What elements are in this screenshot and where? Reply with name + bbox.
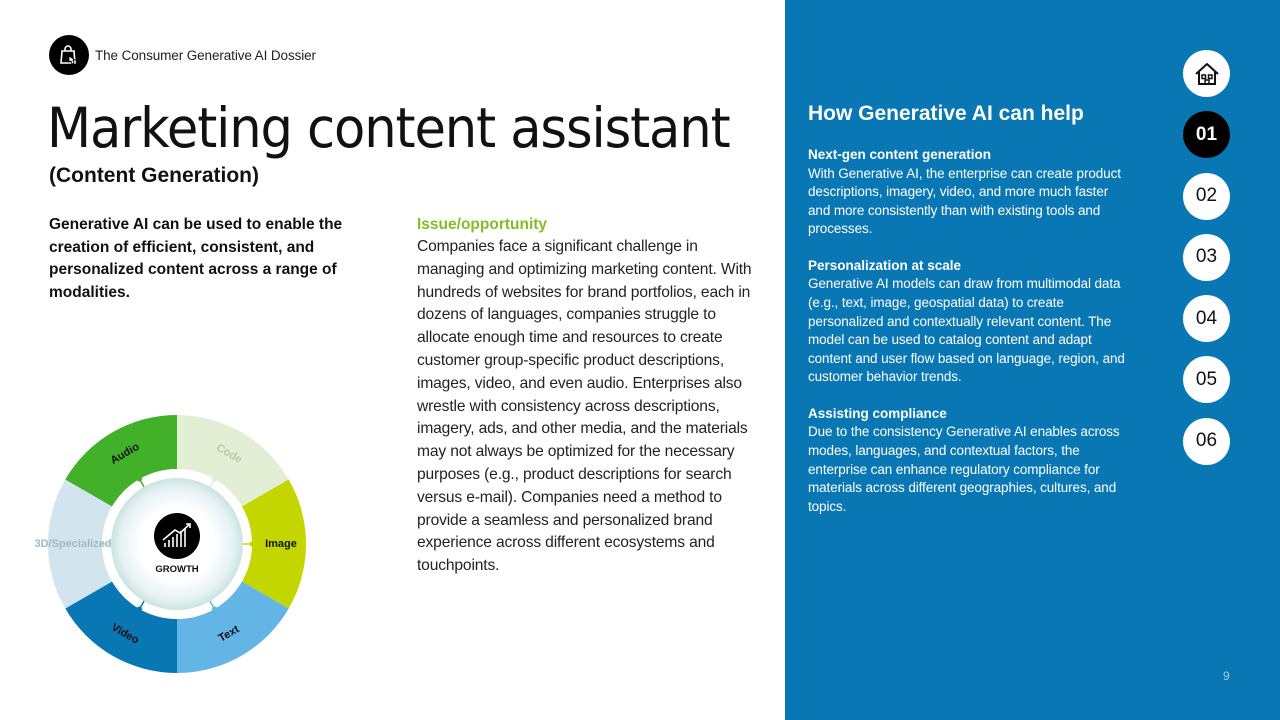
section-heading: Assisting compliance [808,405,947,421]
nav-item-02[interactable]: 02 [1183,173,1230,220]
nav-item-01[interactable]: 01 [1183,111,1230,158]
page-number: 9 [1223,669,1230,683]
intro-text: Generative AI can be used to enable the creation of efficient, consistent, and personalized content across a range of modalities. [49,216,343,302]
modality-wheel [34,414,307,674]
panel-section [808,257,1128,387]
wheel-connector-dot [212,477,217,482]
wheel-connector-dot [212,606,217,611]
section-body: Generative AI models can draw from multimodal data (e.g., text, image, geospatial data) to create personalized and contextually relevant content. The model can be used to catalog content and adapt content and user flow based on language, region, and customer behavior trends. [808,276,1125,385]
document-title: The Consumer Generative AI Dossier [95,47,316,63]
wheel-segment-label: Image [265,537,297,550]
wheel-segment-label: Code [214,441,244,466]
shopping-bag-touch-icon [49,35,89,75]
section-body: Due to the consistency Generative AI enables across modes, languages, and contextual factors, the enterprise can enhance regulatory compliance for materials across different geographies, cultures, and topics. [808,424,1120,514]
panel-title: How Generative AI can help [808,102,1084,125]
panel-section [808,405,1128,516]
issue-heading: Issue/opportunity [417,216,548,233]
wheel-segment-label: 3D/Specialized [34,537,112,550]
wheel-segment-label: Video [109,621,141,647]
nav-item-06[interactable]: 06 [1183,418,1230,465]
section-heading: Personalization at scale [808,257,962,273]
right-panel [785,0,1280,720]
wheel-segment-label: Text [216,623,242,645]
nav-item-04[interactable]: 04 [1183,295,1230,342]
wheel-center-label: GROWTH [155,564,199,575]
page-title: Marketing content assistant [47,96,730,160]
wheel-connector-dot [137,606,142,611]
wheel-segment-label: Audio [108,440,142,467]
section-body: With Generative AI, the enterprise can create product descriptions, imagery, video, and more much faster and more consistently than with existing tools and processes. [808,165,1121,237]
modality-wheel-svg [34,414,307,674]
panel-section [808,146,1128,239]
nav-item-05[interactable]: 05 [1183,356,1230,403]
section-heading: Next-gen content generation [808,147,992,162]
issue-section [417,215,757,578]
header [49,35,316,75]
home-button[interactable] [1183,50,1230,97]
home-icon [1192,59,1222,89]
nav-item-03[interactable]: 03 [1183,234,1230,281]
section-nav [1183,50,1230,479]
issue-body: Companies face a significant challenge in managing and optimizing marketing content. With hundreds of websites for brand portfolios, each in dozens of languages, companies struggle to allocate enough time and resources to create customer group-specific product descriptions, images, video, and even audio. Enterprises also wrestle with consistency across descriptions, imagery, ads, and other media, and the materials may not always be optimized for the necessary purposes (e.g., product descriptions for search versus e-mail). Companies need a method to provide a seamless and personalized brand experience across different ecosystems and touchpoints. [417,238,752,575]
wheel-connector-dot [137,477,142,482]
panel-content [808,146,1128,534]
page-subtitle: (Content Generation) [49,164,259,187]
wheel-connector-dot [250,542,255,547]
